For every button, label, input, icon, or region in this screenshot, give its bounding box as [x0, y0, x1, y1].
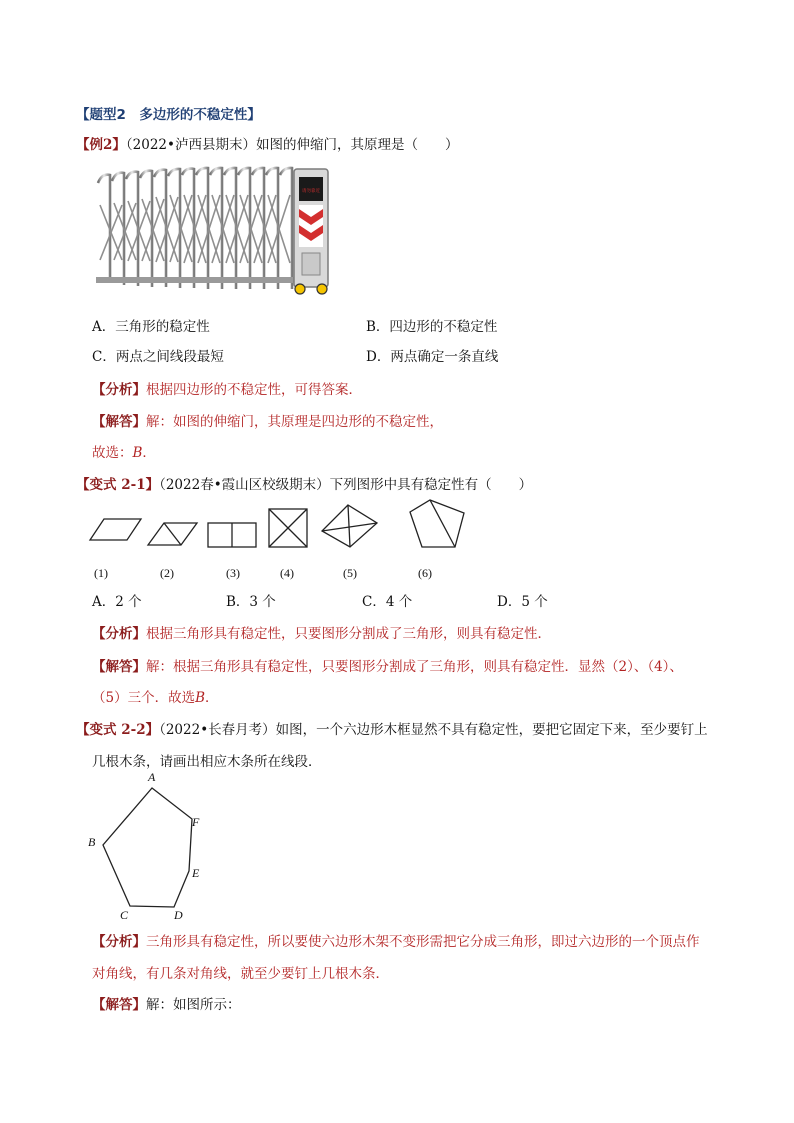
shape-5-quadrilateral-diagonals	[322, 505, 377, 547]
variant22-answer-text: 解：如图所示：	[146, 997, 241, 1013]
shape-6-pentagon-diagonal	[410, 500, 464, 547]
retractable-gate-image	[92, 165, 338, 297]
gate-sign-text: 请勿靠近	[302, 188, 320, 193]
variant21-answer-letter: B	[195, 690, 206, 706]
shape-3-rectangle-divided	[208, 523, 256, 547]
vertex-label-a: A	[148, 770, 156, 784]
variant22-analysis-line1: 三角形具有稳定性，所以要使六边形木架不变形需把它分成三角形，即过六边形的一个顶点作	[146, 934, 700, 950]
variant21-option-a: A．2 个	[92, 594, 142, 610]
variant21-question-text: 下列图形中具有稳定性有（ ）	[329, 477, 533, 493]
variant21-answer-line1: 解：根据三角形具有稳定性，只要图形分割成了三角形，则具有稳定性．显然（2）、（4）、	[146, 659, 683, 675]
variant21-answer-suffix: ．	[205, 690, 219, 706]
variant22-question-line1: 如图，一个六边形木框显然不具有稳定性，要把它固定下来，至少要钉上	[275, 722, 708, 738]
example2-option-b: B．四边形的不稳定性	[366, 319, 498, 335]
variant21-shapes-figure	[84, 495, 484, 585]
shape-label: (6)	[418, 566, 432, 580]
shape-2-parallelogram-diagonal	[148, 523, 197, 545]
example2-option-d: D．两点确定一条直线	[366, 349, 499, 365]
example2-question	[76, 133, 458, 153]
variant21-question	[76, 473, 532, 493]
variant22-answer	[92, 993, 241, 1013]
vertex-label-f: F	[192, 815, 200, 829]
variant22-analysis-line2: 对角线，有几条对角线，就至少要钉上几根木条．	[92, 966, 389, 982]
variant21-option-c: C．4 个	[362, 594, 413, 610]
gate-wheel	[317, 284, 327, 294]
hexagon-outline	[103, 788, 192, 907]
example2-choice	[92, 441, 156, 461]
example2-choice-suffix: ．	[142, 445, 156, 461]
shape-label: (1)	[94, 566, 108, 580]
variant21-tag: 【变式 2-1】	[76, 477, 160, 493]
variant22-question	[76, 718, 708, 738]
variant22-tag: 【变式 2-2】	[76, 722, 160, 738]
section-title: 【题型2 多边形的不稳定性】	[76, 107, 261, 123]
variant21-analysis-tag: 【分析】	[92, 626, 146, 642]
shape-label: (2)	[160, 566, 174, 580]
example2-analysis-tag: 【分析】	[92, 382, 146, 398]
shape-label: (5)	[343, 566, 357, 580]
variant21-analysis-text: 根据三角形具有稳定性，只要图形分割成了三角形，则具有稳定性．	[146, 626, 551, 642]
gate-head-unit	[294, 169, 328, 294]
variant22-analysis-tag: 【分析】	[92, 934, 146, 950]
vertex-label-c: C	[120, 908, 129, 922]
example2-option-a: A．三角形的稳定性	[92, 319, 210, 335]
variant22-source: （2022•长春月考）	[159, 722, 276, 738]
shape-label: (3)	[226, 566, 240, 580]
example2-option-c: C．两点之间线段最短	[92, 349, 224, 365]
variant21-option-d: D．5 个	[497, 594, 548, 610]
vertex-label-d: D	[174, 908, 183, 922]
example2-analysis-text: 根据四边形的不稳定性，可得答案．	[146, 382, 362, 398]
variant21-option-b: B．3 个	[226, 594, 276, 610]
variant22-analysis	[92, 930, 700, 950]
example2-question-text: 如图的伸缩门，其原理是（ ）	[255, 137, 459, 153]
shape-labels	[94, 566, 432, 580]
example2-source: （2022•泸西县期末）	[125, 137, 256, 153]
variant22-answer-tag: 【解答】	[92, 997, 146, 1013]
hexagon-figure	[84, 768, 224, 924]
variant21-answer	[92, 655, 683, 675]
example2-choice-prefix: 故选：	[92, 445, 133, 461]
example2-tag: 【例2】	[76, 137, 126, 153]
vertex-label-b: B	[88, 835, 96, 849]
shape-label: (4)	[280, 566, 294, 580]
example2-answer	[92, 410, 443, 430]
example2-answer-text: 解：如图的伸缩门，其原理是四边形的不稳定性，	[146, 414, 443, 430]
variant21-source: （2022春•霞山区校级期末）	[159, 477, 330, 493]
shape-1-parallelogram	[90, 519, 141, 540]
example2-answer-tag: 【解答】	[92, 414, 146, 430]
gate-wheel	[295, 284, 305, 294]
variant22-question-line2: 几根木条，请画出相应木条所在线段．	[92, 754, 322, 770]
variant21-answer-line2-prefix: （5）三个．故选	[92, 690, 196, 706]
variant21-answer-tag: 【解答】	[92, 659, 146, 675]
variant21-answer-line2	[92, 686, 219, 706]
variant21-analysis	[92, 622, 551, 642]
vertex-label-e: E	[192, 866, 200, 880]
example2-analysis	[92, 378, 362, 398]
gate-bottom-rail	[96, 277, 296, 283]
shape-4-square-diagonals	[269, 509, 307, 547]
example2-choice-letter: B	[132, 445, 143, 461]
